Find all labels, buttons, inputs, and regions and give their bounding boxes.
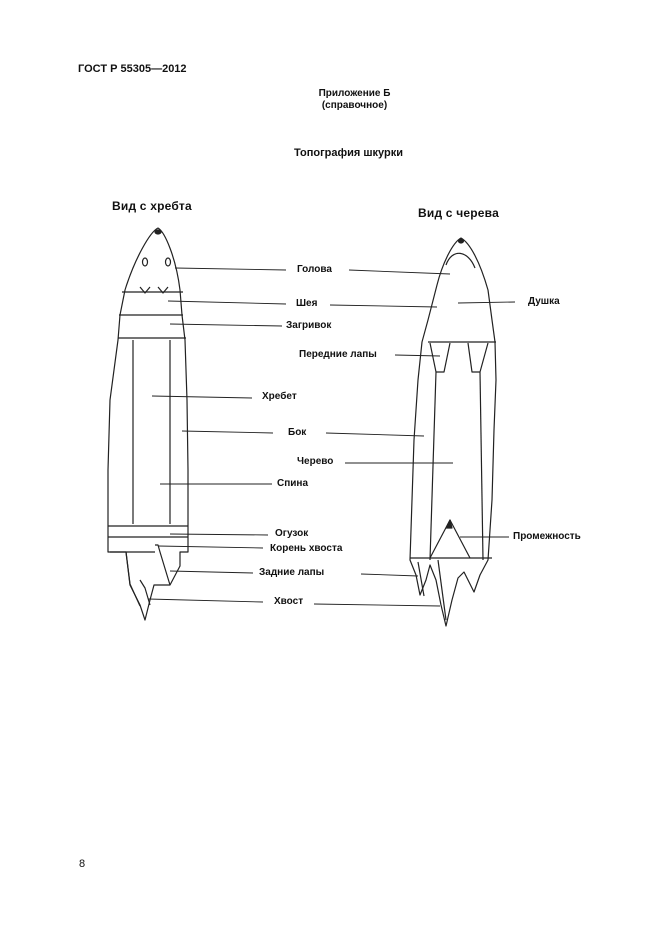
- label-side: Бок: [288, 427, 307, 438]
- label-rump: Огузок: [275, 528, 309, 539]
- label-spine: Хребет: [262, 391, 297, 402]
- standard-code: ГОСТ Р 55305—2012: [78, 63, 187, 75]
- label-tail: Хвост: [274, 596, 304, 607]
- label-dushka: Душка: [528, 296, 560, 307]
- label-hind-paws: Задние лапы: [259, 567, 325, 578]
- page-number: 8: [79, 858, 86, 870]
- label-neck: Шея: [296, 298, 318, 309]
- leader-lines: [148, 268, 515, 606]
- label-head: Голова: [297, 264, 332, 275]
- label-scruff: Загривок: [286, 320, 332, 331]
- label-back: Спина: [277, 478, 309, 489]
- label-tail-root: Корень хвоста: [270, 543, 343, 554]
- pelt-back-view: [108, 228, 188, 620]
- view-belly-label: Вид с черева: [418, 206, 499, 220]
- appendix-title: Приложение Б: [318, 88, 391, 99]
- label-perineum: Промежность: [513, 531, 581, 542]
- label-belly: Черево: [297, 456, 334, 467]
- figure-title: Топография шкурки: [293, 147, 404, 159]
- view-back-label: Вид с хребта: [112, 199, 192, 213]
- label-front-paws: Передние лапы: [299, 349, 377, 360]
- pelt-belly-view: [410, 238, 496, 626]
- appendix-type: (справочное): [321, 100, 388, 111]
